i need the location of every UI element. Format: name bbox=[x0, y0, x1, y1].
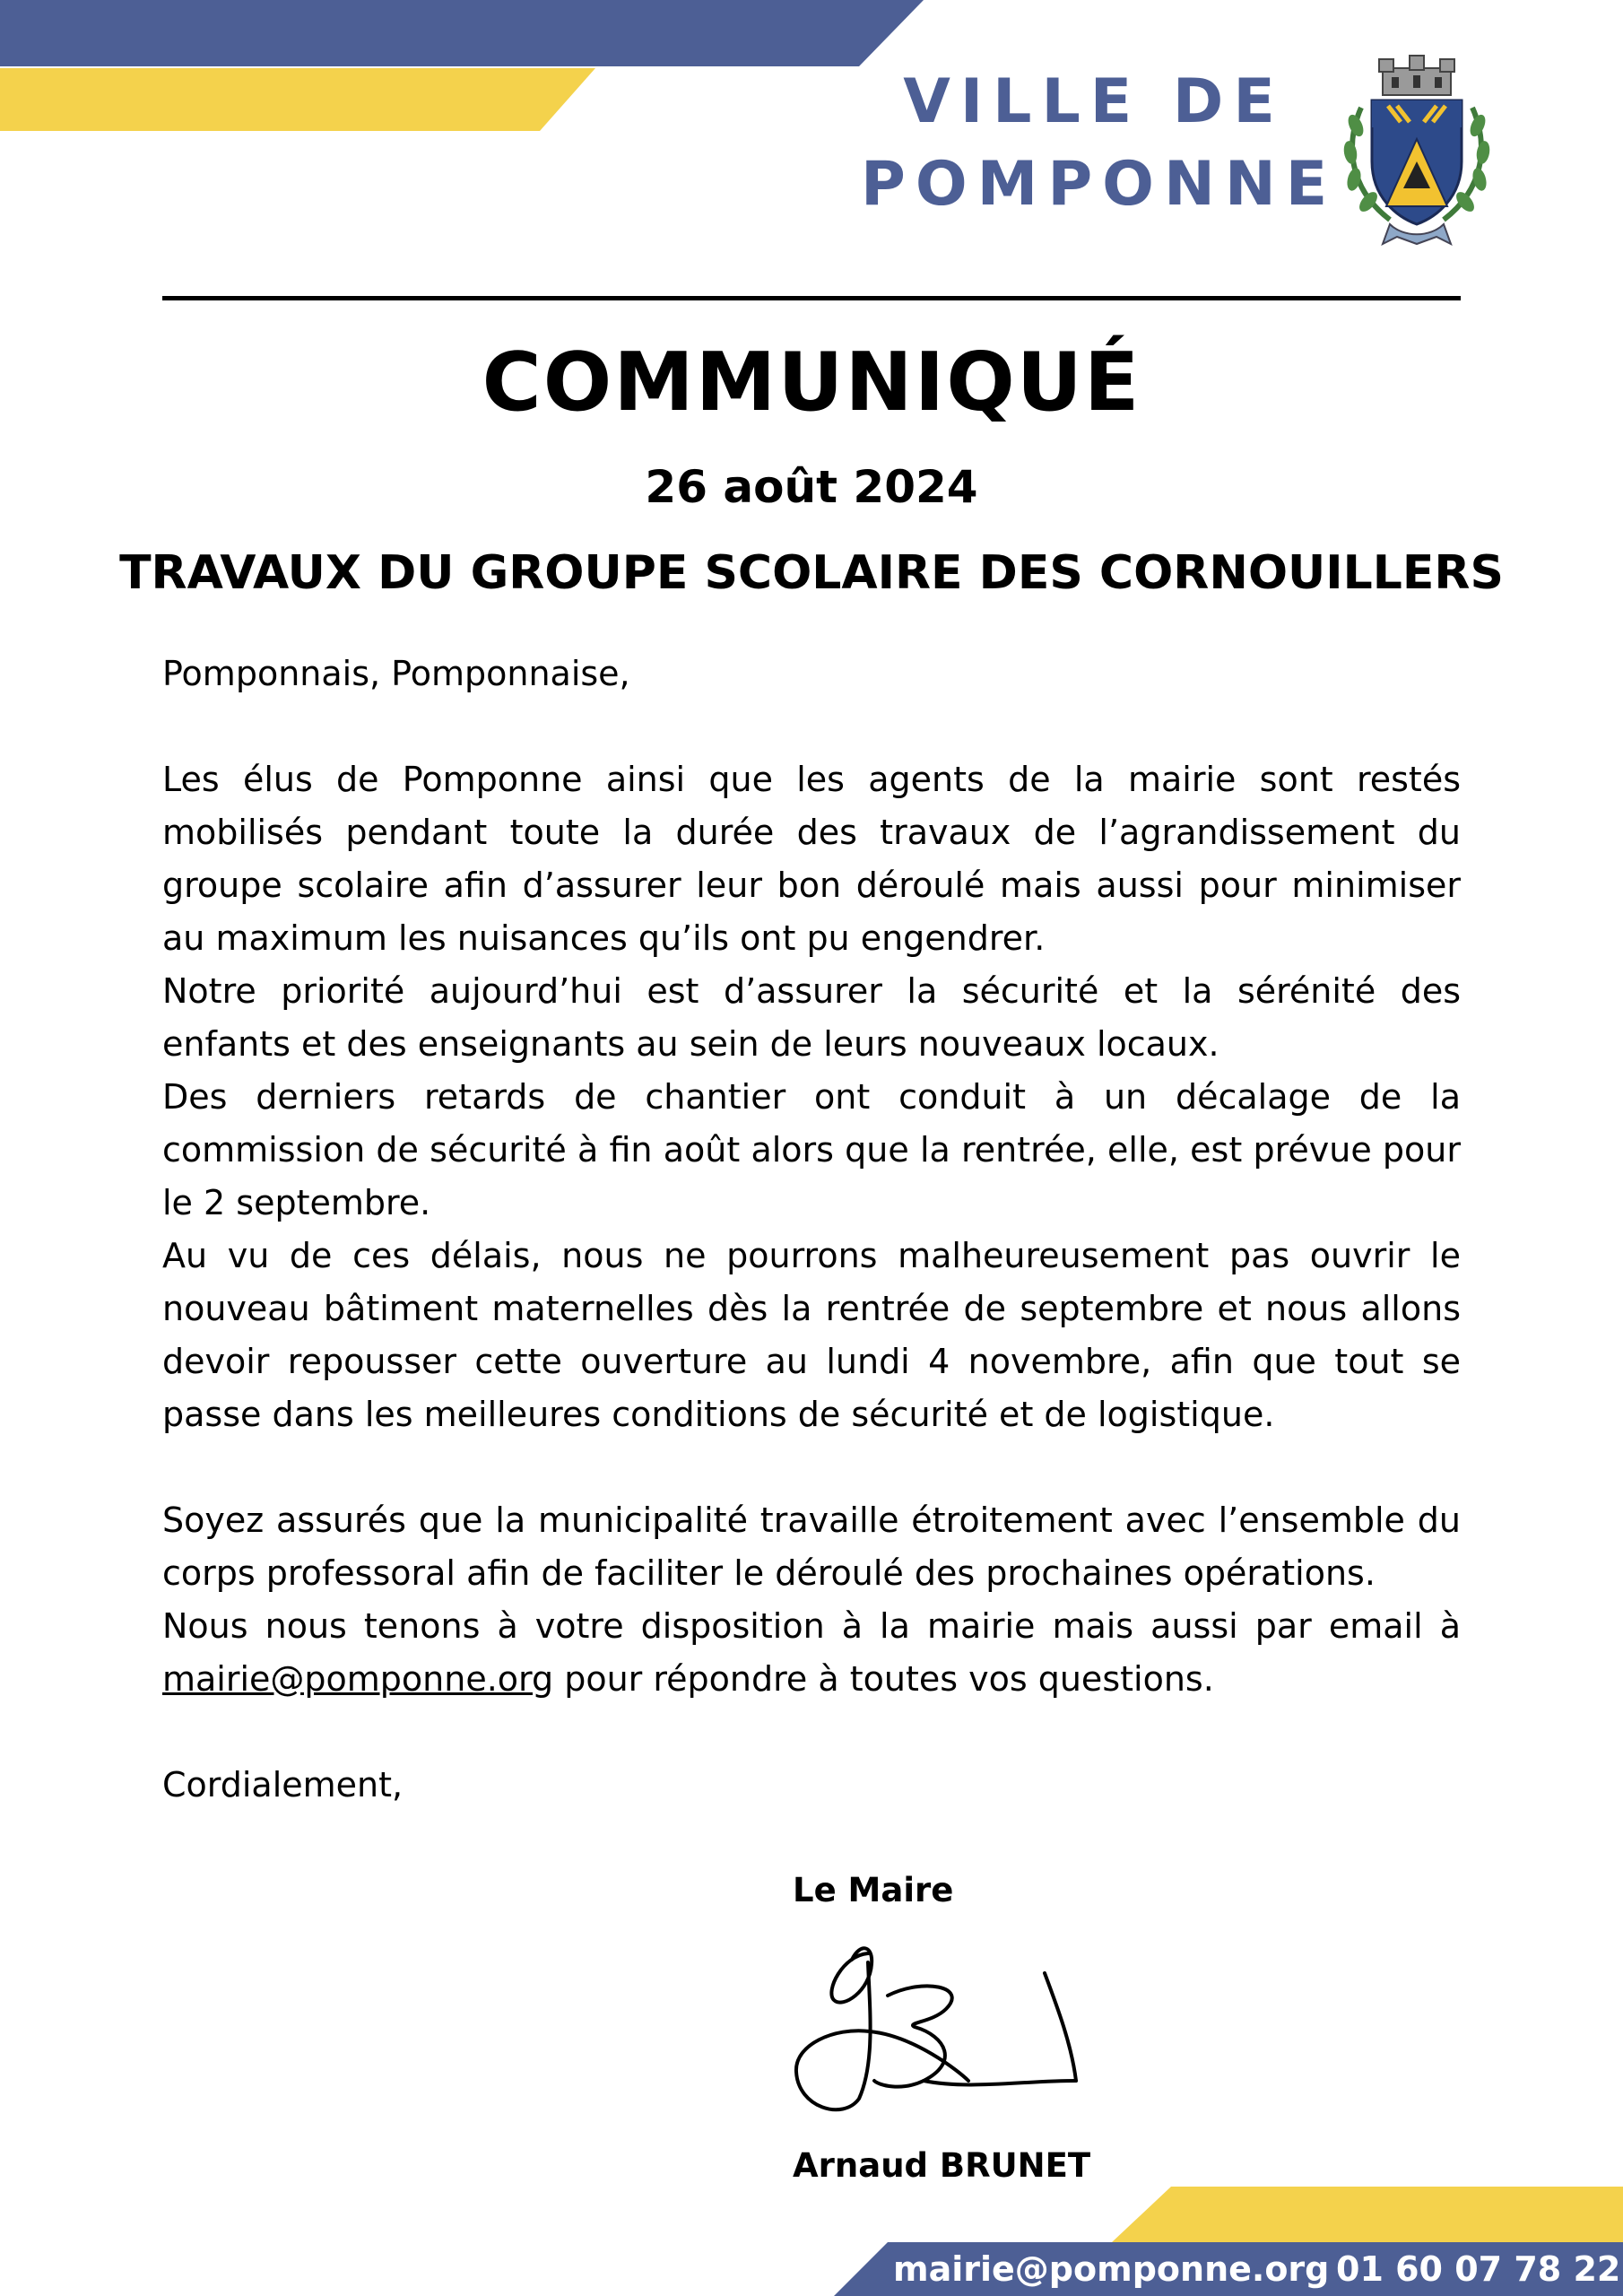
letter-body bbox=[162, 648, 1461, 1812]
header-divider bbox=[162, 296, 1461, 300]
paragraph-6 bbox=[162, 1600, 1461, 1706]
paragraph-2: Notre priorité aujourd’hui est d’assurer la sécurité et la sérénité des enfants et des enseignants au sein de leurs nouveaux locaux. bbox=[162, 971, 1461, 1064]
town-name-line1: VILLE DE bbox=[903, 66, 1285, 137]
handwritten-signature bbox=[789, 1937, 1094, 2126]
document-subject: TRAVAUX DU GROUPE SCOLAIRE DES CORNOUILLERS bbox=[119, 546, 1504, 600]
document-date: 26 août 2024 bbox=[645, 461, 978, 513]
email-link[interactable]: mairie@pomponne.org bbox=[162, 1659, 554, 1699]
paragraph-6-text-end: pour répondre à toutes vos questions. bbox=[553, 1659, 1214, 1699]
paragraph-1: Les élus de Pomponne ainsi que les agents de la mairie sont restés mobilisés pendant toute la durée des travaux de l’agrandissement du groupe scolaire afin d’assurer leur bon déroulé mais aussi pour minimiser au maximum les nuisances qu’ils ont pu engendrer. bbox=[162, 760, 1461, 958]
town-name bbox=[861, 61, 1338, 226]
paragraph-5: Soyez assurés que la municipalité travaille étroitement avec l’ensemble du corps professoral afin de faciliter le déroulé des prochaines opérations. bbox=[162, 1500, 1461, 1593]
closing: Cordialement, bbox=[162, 1765, 404, 1805]
footer-email[interactable]: mairie@pomponne.org bbox=[893, 2249, 1330, 2289]
greeting: Pomponnais, Pomponnaise, bbox=[162, 654, 630, 693]
paragraph-3: Des derniers retards de chantier ont conduit à un décalage de la commission de sécurité à fin août alors que la rentrée, elle, est prévue pour le 2 septembre. bbox=[162, 1077, 1461, 1222]
town-name-line2: POMPONNE bbox=[861, 149, 1338, 220]
paragraph-6-text-start: Nous nous tenons à votre disposition à la mairie mais aussi par email à bbox=[162, 1606, 1461, 1646]
footer-phone[interactable]: 01 60 07 78 22 bbox=[1336, 2249, 1621, 2289]
paragraph-4: Au vu de ces délais, nous ne pourrons malheureusement pas ouvrir le nouveau bâtiment maternelles dès la rentrée de septembre et nous allons devoir repousser cette ouverture au lundi 4 novembre, afin que tout se passe dans les meilleures conditions de sécurité et de logistique. bbox=[162, 1236, 1461, 1434]
header-yellow-band bbox=[0, 0, 610, 135]
document-title: COMMUNIQUÉ bbox=[482, 335, 1141, 430]
signatory-name: Arnaud BRUNET bbox=[793, 2146, 1091, 2185]
coat-of-arms-icon bbox=[1336, 54, 1497, 251]
signatory-role: Le Maire bbox=[793, 1871, 954, 1909]
